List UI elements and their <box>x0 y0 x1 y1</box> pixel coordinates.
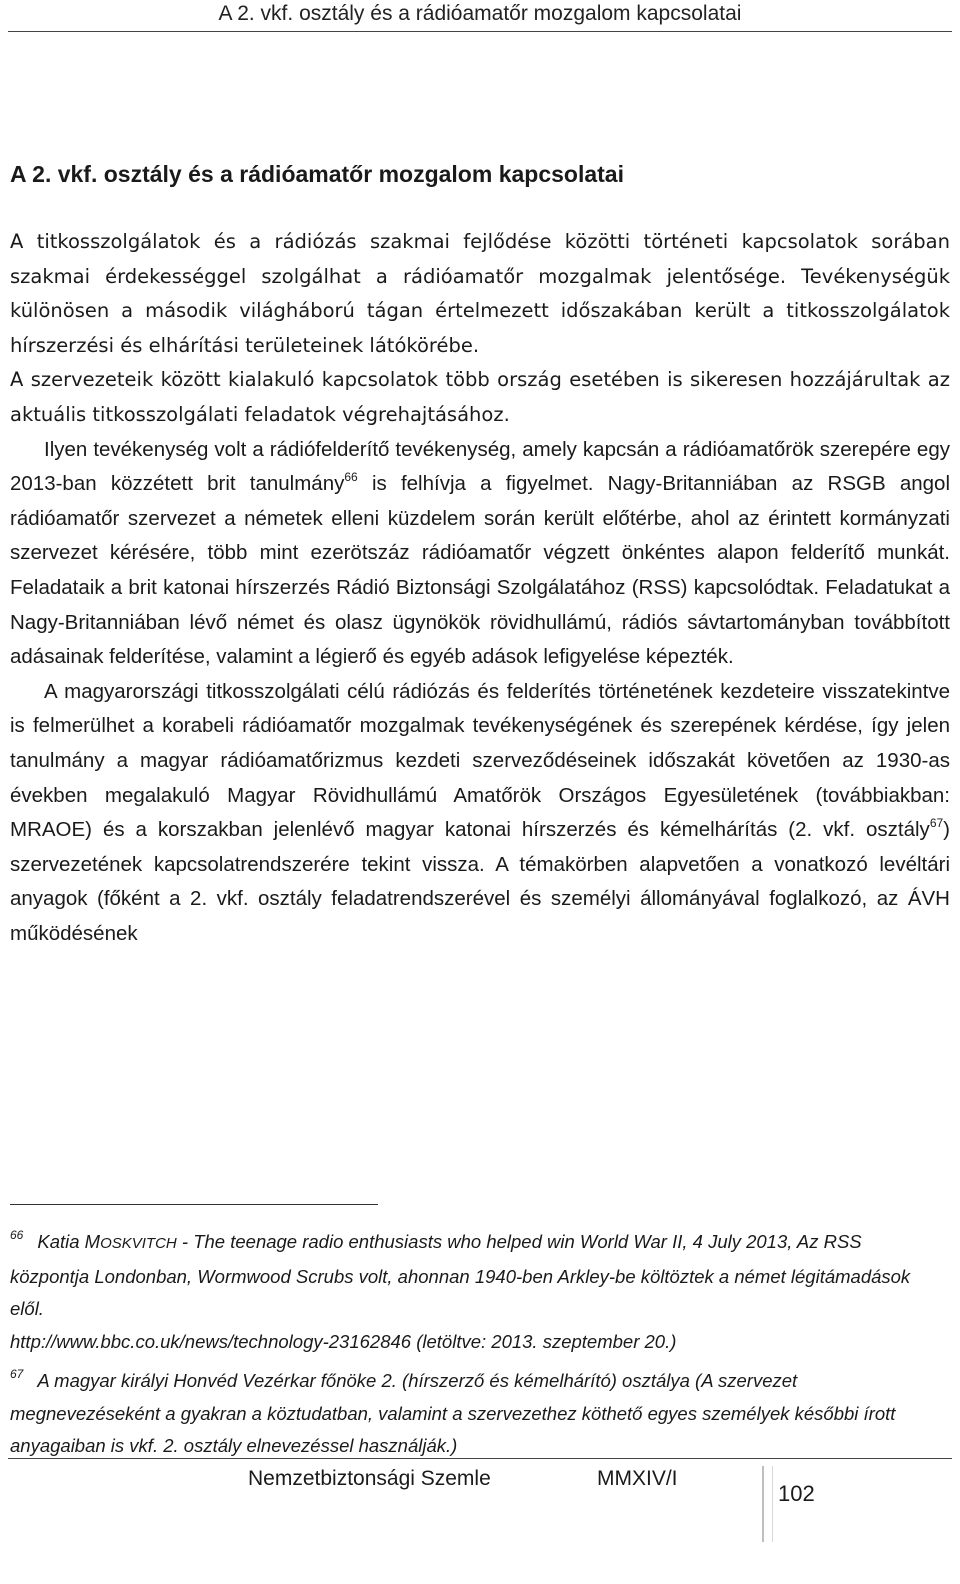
footnote-66-url[interactable]: http://www.bbc.co.uk/news/technology-23162846 (letöltve: 2013. szeptember 20.) <box>10 1330 677 1352</box>
paragraph-3-text: Ilyen tevékenység volt a rádiófelderítő tevékenység, amely kapcsán a rádióamatőrök szerepére egy 2013-ban közzétett brit tanulmány <box>10 437 950 496</box>
footnotes <box>10 1219 944 1463</box>
footnote-66-author: Katia M <box>37 1231 101 1252</box>
page-number: 102 <box>778 1481 815 1506</box>
page-number-bar <box>762 1466 773 1542</box>
footnote-67 <box>10 1358 944 1463</box>
footnote-ref-67[interactable]: 67 <box>929 816 944 831</box>
footnote-rule <box>10 1204 378 1205</box>
paragraph-4-text: A magyarországi titkosszolgálati célú rádiózás és felderítés történetének kezdeteire visszatekintve is felmerülhet a korabeli rádióamatőr mozgalmak tevékenységének és szerepének kérdése, így jelen tanulmány a magyar rádióamatőrizmus kezdeti szerveződéseinek időszakát követően az 1930-as években megalakuló Magyar Rövidhullámú Amatőrök Országos Egyesületének (továbbiakban: MRAOE) és a korszakban jelenlévő magyar katonai hírszerzés és kémelhárítás (2. vkf. osztály <box>10 679 950 842</box>
footnote-66 <box>10 1219 944 1326</box>
footer-rule <box>8 1458 952 1459</box>
paragraph-4-text-cont: ) szervezetének kapcsolatrendszerére tekint vissza. A témakörben alapvetően a vonatkozó levéltári anyagok (főként a 2. vkf. osztály feladatrendszerével és személyi állományával foglalkozó, az ÁVH működésének <box>10 818 950 945</box>
paragraph-3-text-cont: is felhívja a figyelmet. Nagy-Britanniában az RSGB angol rádióamatőr szervezet a németek elleni küzdelem során került előtérbe, ahol az érintett kormányzati szervezet kérésére, több mint ezerötszáz rádióamatőr végzett önkéntes alapon felderítő munkát. Feladataik a brit katonai hírszerzés Rádió Biztonsági Szolgálatához (RSS) kapcsolódtak. Feladatukat a Nagy-Britanniában lévő német és olasz ügynökök rövidhullámú, rádiós sávtartományban továbbított adásainak felderítése, valamint a légierő és egyéb adások lefigyelése képezték. <box>10 472 950 669</box>
section-title: A 2. vkf. osztály és a rádióamatőr mozgalom kapcsolatai <box>10 161 624 187</box>
footnote-66-author-smallcaps: OSKVITCH <box>100 1235 177 1252</box>
footer-journal-name: Nemzetbiztonsági Szemle <box>248 1467 491 1490</box>
footer-issue: MMXIV/I <box>597 1467 678 1490</box>
paragraph-2: A szervezeteik között kialakuló kapcsolatok több ország esetében is sikeresen hozzájárultak az aktuális titkosszolgálati feladatok végrehajtásához. <box>10 368 950 426</box>
footnote-67-number: 67 <box>10 1367 24 1381</box>
running-header: A 2. vkf. osztály és a rádióamatőr mozgalom kapcsolatai <box>218 2 742 25</box>
header-rule <box>8 31 952 32</box>
footnote-66-text: - The teenage radio enthusiasts who helped win World War II, 4 July 2013, Az RSS központja Londonban, Wormwood Scrubs volt, ahonnan 1940-ben Arkley-be költöztek a német légitámadások elől. <box>10 1231 911 1319</box>
paragraph-4 <box>10 675 950 952</box>
body-text <box>10 225 950 951</box>
paragraph-1: A titkosszolgálatok és a rádiózás szakmai fejlődése közötti történeti kapcsolatok sorában szakmai érdekességgel szolgálhat a rádióamatőr mozgalmak jelentősége. Tevékenységük különösen a második világháború tágan értelmezett időszakában került a titkosszolgálatok hírszerzési és elhárítási területeinek látókörébe. <box>10 230 950 357</box>
footnote-66-number: 66 <box>10 1228 24 1242</box>
footnote-67-text: A magyar királyi Honvéd Vezérkar főnöke 2. (hírszerző és kémelhárító) osztálya (A szervezet megnevezéseként a gyakran a köztudatban, valamint a szervezethez köthető egyes személyek későbbi írott anyagaiban is vkf. 2. osztály elnevezéssel használják.) <box>10 1370 896 1456</box>
paragraph-3 <box>10 433 950 675</box>
footnote-ref-66[interactable]: 66 <box>344 470 358 485</box>
